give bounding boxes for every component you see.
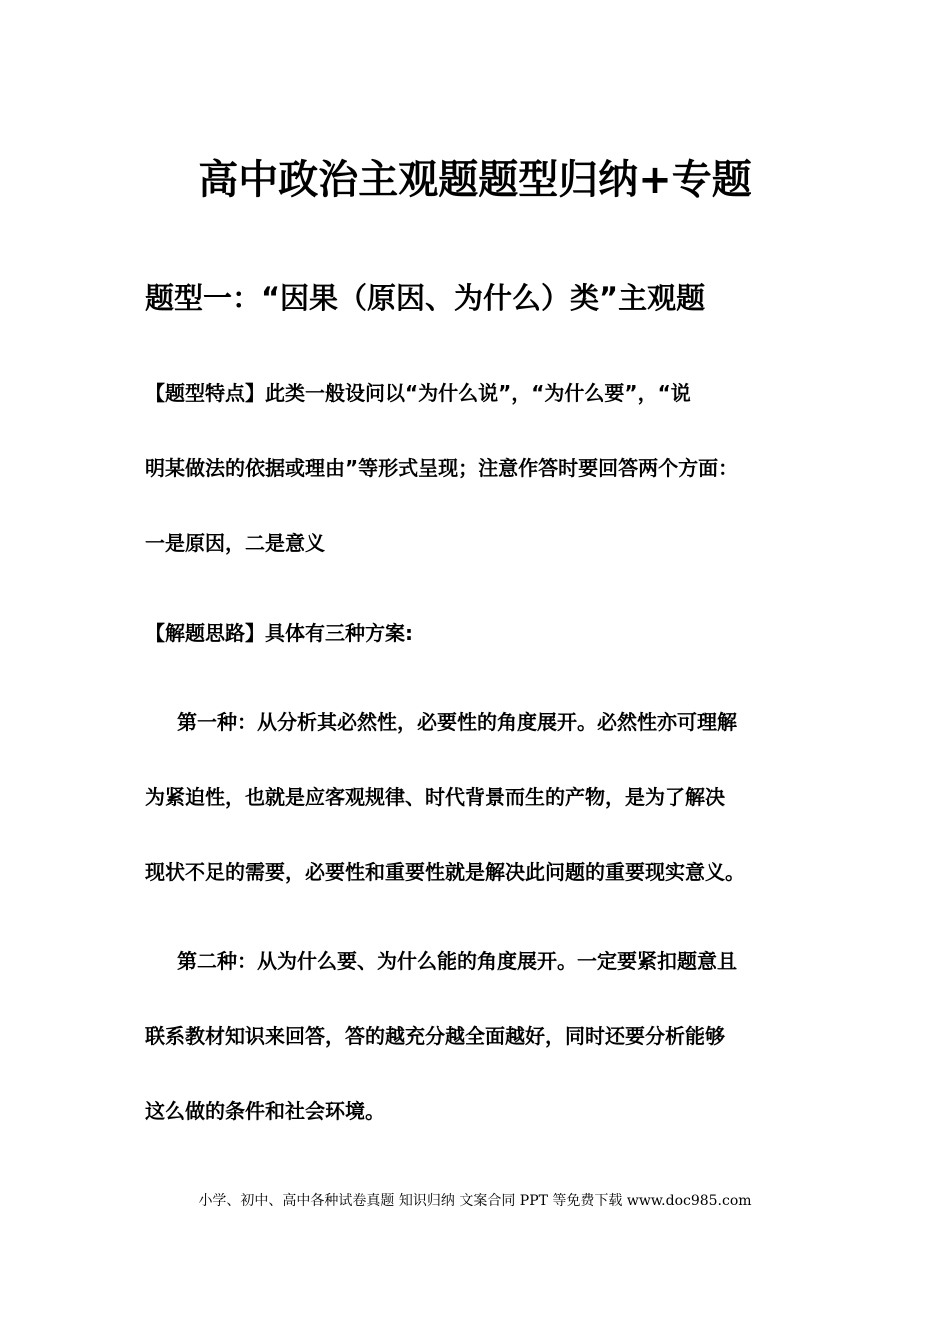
paragraph-features: [145, 356, 810, 581]
paragraph-line: 【题型特点】此类一般设问以“为什么说”，“为什么要”，“说: [145, 381, 691, 405]
paragraph-line: 为紧迫性，也就是应客观规律、时代背景而生的产物，是为了解决: [145, 785, 725, 809]
page-footer: 小学、初中、高中各种试卷真题 知识归纳 文案合同 PPT 等免费下载 www.doc985.com: [198, 1193, 752, 1209]
section-heading: 题型一：“因果（原因、为什么）类”主观题: [145, 281, 706, 315]
paragraph-method-two: [145, 924, 810, 1149]
paragraph-line: 【解题思路】具体有三种方案:: [145, 621, 413, 645]
paragraph-line-indented: [145, 685, 810, 760]
paragraph-approach: [145, 596, 810, 671]
paragraph-line: 联系教材知识来回答，答的越充分越全面越好，同时还要分析能够: [145, 1024, 725, 1048]
paragraph-line-indented: [145, 924, 810, 999]
paragraph-line-text: 第二种：从为什么要、为什么能的角度展开。一定要紧扣题意且: [177, 949, 737, 973]
paragraph-line: 一是原因，二是意义: [145, 531, 325, 555]
paragraph-line: 现状不足的需要，必要性和重要性就是解决此问题的重要现实意义。: [145, 860, 745, 884]
paragraph-line-text: 第一种：从分析其必然性，必要性的角度展开。必然性亦可理解: [177, 710, 737, 734]
paragraph-line: 明某做法的依据或理由”等形式呈现；注意作答时要回答两个方面：: [145, 456, 739, 480]
paragraph-method-one: [145, 685, 810, 910]
document-title: 高中政治主观题题型归纳+专题: [198, 157, 752, 203]
paragraph-line: 这么做的条件和社会环境。: [145, 1099, 385, 1123]
